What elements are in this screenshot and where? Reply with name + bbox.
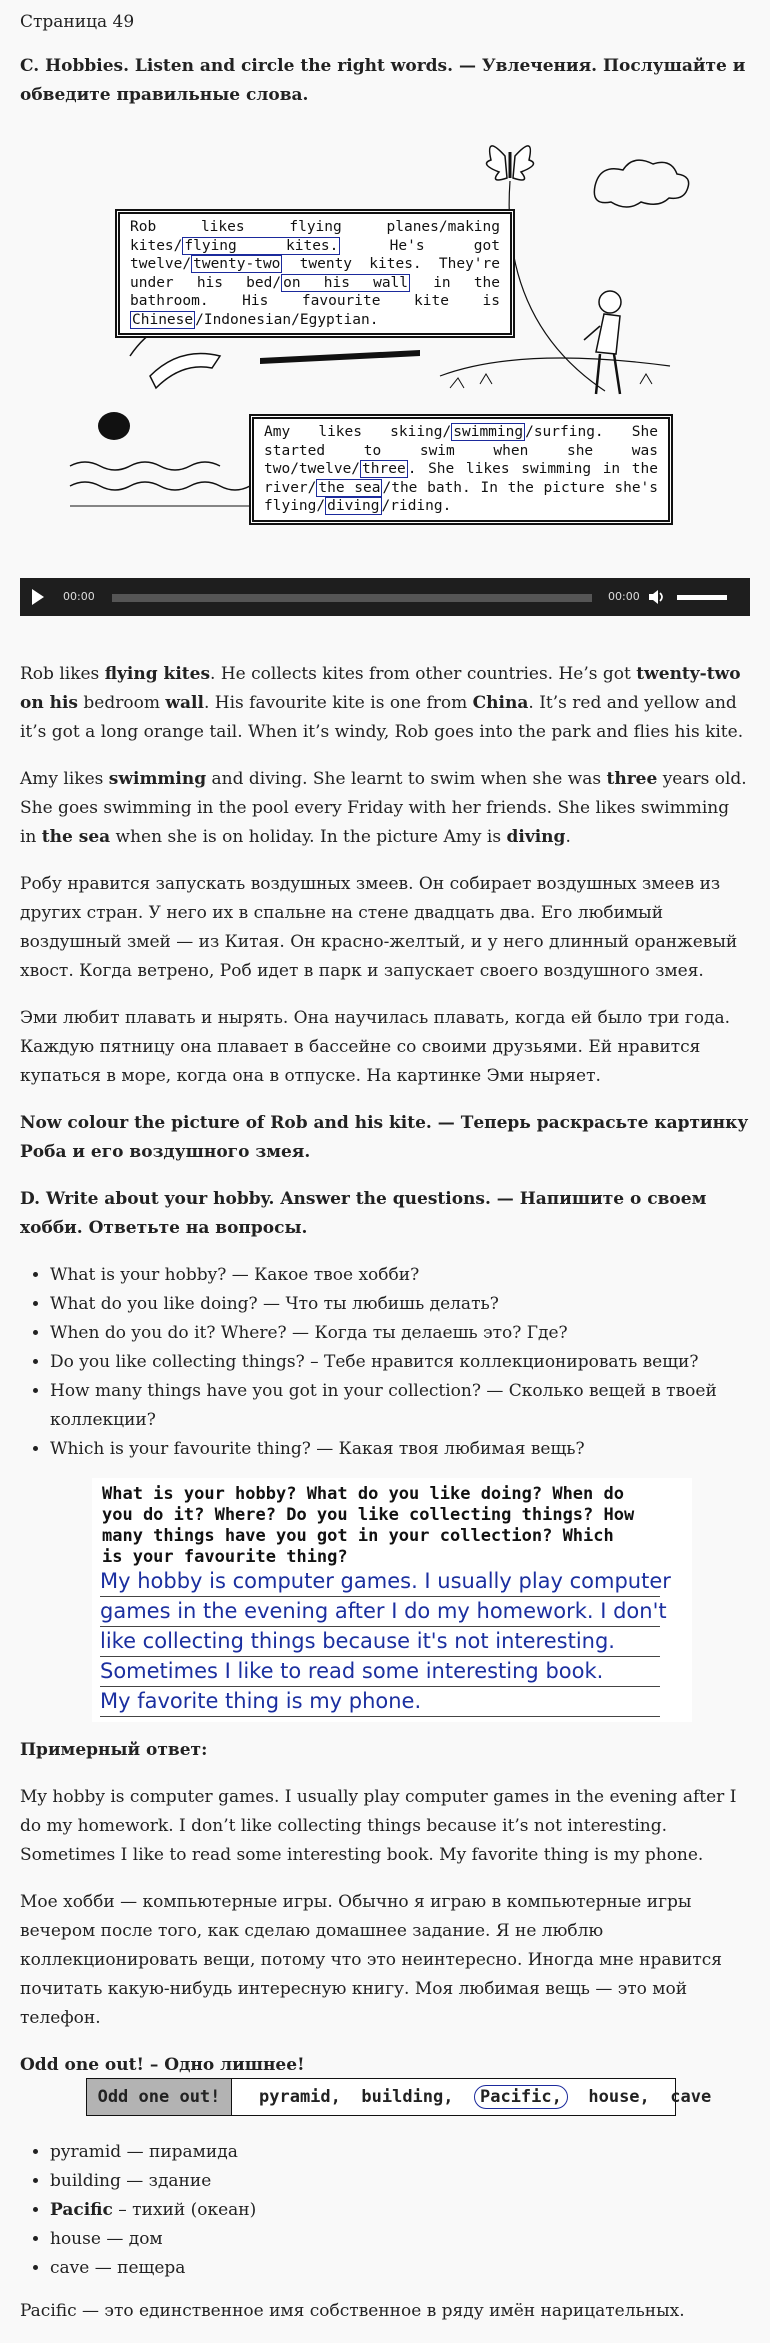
box2-text: /riding. (381, 498, 452, 514)
volume-icon[interactable] (647, 588, 665, 606)
paragraph-amy (20, 765, 750, 852)
translation: — здание (120, 2171, 212, 2191)
paragraph-rob (20, 660, 750, 747)
list-item: • What is your hobby? — Какое твое хобби? (50, 1261, 750, 1290)
translation: — пещера (89, 2258, 186, 2278)
handwritten-answer-image (92, 1478, 692, 1722)
hw-questions: What is your hobby? What do you like doing? When do you do it? Where? Do you like collecting things? How many things have you got in your collection? Which is your favourite thing? (102, 1484, 635, 1567)
odd-list (20, 2138, 750, 2283)
translation: – тихий (океан) (112, 2200, 257, 2220)
bold-text: flying kites (104, 664, 211, 684)
text-span: . He collects kites from other countries. He’s got (210, 664, 637, 684)
circled-word: Chinese (132, 311, 194, 328)
rob-text-box (118, 212, 512, 335)
circled-word: flying kites. (184, 237, 339, 254)
bold-text: wall (165, 693, 204, 713)
list-item (50, 2167, 750, 2196)
sample-section (20, 1736, 750, 2080)
circled-word: twenty-two (193, 256, 281, 272)
box1-text: twenty kites. They're under his bed/ (130, 256, 500, 291)
odd-note: Pacific — это единственное имя собственное в ряду имён нарицательных. (20, 2301, 685, 2321)
box2-text: /surfing. She started to swim when she was two/twelve/ (264, 424, 658, 477)
box1-text: in the bathroom. His favourite kite is (130, 274, 501, 309)
odd-word: building, (361, 2087, 454, 2107)
odd-heading: Odd one out! – Одно лишнее! (20, 2055, 305, 2075)
paragraph-amy-ru: Эми любит плавать и нырять. Она научилась плавать, когда ей было три года. Каждую пятницу она плавает в бассейне со своими друзьями. Ей нравится купаться в море, когда она в отпуске. На картинке Эми ныряет. (20, 1008, 730, 1086)
audio-player (20, 578, 750, 616)
circled-word: Pacific, (474, 2085, 568, 2109)
box1-text: He's got twelve/ (130, 237, 500, 272)
box2-text: /the bath. In the picture she's flying/ (264, 479, 659, 514)
odd-label: Odd one out! (87, 2079, 232, 2115)
volume-slider[interactable] (677, 595, 727, 600)
list-item (50, 2225, 750, 2254)
current-time: 00:00 (63, 590, 95, 603)
box1-text: Rob likes flying planes/making kites/ (130, 219, 500, 254)
text-span: Amy likes (20, 769, 109, 789)
exercise-illustration (20, 126, 750, 556)
text-span: and diving. She learnt to swim when she was (206, 769, 607, 789)
amy-text-box (252, 417, 670, 522)
circled-word: swimming (453, 424, 524, 440)
hw-answer-line: like collecting things because it's not interesting. (100, 1626, 660, 1657)
text-span: years old. She goes swimming in the pool every Friday with her friends. She likes swimming in (20, 769, 747, 847)
list-item (50, 2138, 750, 2167)
list-item (50, 2196, 750, 2225)
text-span: Rob likes (20, 664, 105, 684)
task-d-heading: D. Write about your hobby. Answer the questions. — Напишите о своем хобби. Ответьте на вопросы. (20, 1189, 707, 1238)
list-item: • Which is your favourite thing? — Какая твоя любимая вещь? (50, 1435, 750, 1464)
box2-text: . She likes swimming in the river/ (264, 461, 658, 496)
word: cave (50, 2258, 90, 2278)
page-content (20, 0, 750, 2321)
circled-word: diving (327, 498, 380, 514)
task-c-heading: C. Hobbies. Listen and circle the right words. — Увлечения. Послушайте и обведите правильные слова. (20, 56, 746, 105)
hw-answer-line: My favorite thing is my phone. (100, 1686, 660, 1717)
word: house (50, 2229, 101, 2249)
odd-word: pyramid, (259, 2087, 341, 2107)
bold-text: swimming (108, 769, 207, 789)
hw-answer-line: games in the evening after I do my homework. I don't (100, 1596, 660, 1627)
odd-section (20, 2138, 750, 2326)
text-span: . His favourite kite is one from (203, 693, 473, 713)
word: pyramid (50, 2142, 122, 2162)
list-item: • When do you do it? Where? — Когда ты делаешь это? Где? (50, 1319, 750, 1348)
text-span: . It’s red and yellow and it’s got a long orange tail. When it’s windy, Rob goes into the park and flies his kite. (20, 693, 744, 742)
bold-text: diving (506, 827, 566, 847)
odd-word: cave (670, 2087, 712, 2107)
list-item: • Do you like collecting things? – Тебе нравится коллекционировать вещи? (50, 1348, 750, 1377)
list-item (50, 2254, 750, 2283)
list-item: • What do you like doing? — Что ты любишь делать? (50, 1290, 750, 1319)
bold-text: the sea (41, 827, 111, 847)
circled-word: the sea (318, 479, 381, 496)
word: Pacific (50, 2200, 113, 2220)
sample-answer-en: My hobby is computer games. I usually play computer games in the evening after I do my homework. I don’t like collecting things because it’s not interesting. Sometimes I like to read some interesting book. My favorite thing is my phone. (20, 1787, 737, 1865)
circled-word: three (362, 461, 406, 477)
hw-answer-line: My hobby is computer games. I usually play computer (100, 1566, 660, 1597)
circled-word: on his wall (283, 274, 409, 291)
text-span: when she is on holiday. In the picture Amy is (110, 827, 507, 847)
questions-list (20, 1261, 750, 1464)
text-section (20, 660, 750, 1464)
translation: — пирамида (121, 2142, 238, 2162)
hw-answer-line: Sometimes I like to read some interesting book. (100, 1656, 660, 1687)
odd-one-out-table (86, 2078, 712, 2116)
word: building (50, 2171, 121, 2191)
colour-heading: Now colour the picture of Rob and his kite. — Теперь раскрасьте картинку Роба и его воздушного змея. (20, 1113, 749, 1162)
bold-text: twenty-two on his (20, 664, 741, 713)
bold-text: three (606, 769, 658, 789)
text-span: . (565, 827, 571, 847)
sample-answer-ru: Мое хобби — компьютерные игры. Обычно я играю в компьютерные игры вечером после того, как сделаю домашнее задание. Я не люблю коллекционировать вещи, потому что это неинтересно. Иногда мне нравится почитать какую-нибудь интересную книгу. Моя любимая вещь — это мой телефон. (20, 1892, 723, 2028)
play-icon[interactable] (32, 589, 44, 605)
page-label: Страница 49 (20, 12, 135, 32)
translation: — дом (100, 2229, 163, 2249)
text-span: bedroom (78, 693, 166, 713)
odd-word: house, (588, 2087, 650, 2107)
box2-text: Amy likes skiing/ (264, 424, 452, 440)
sample-heading: Примерный ответ: (20, 1740, 208, 1760)
paragraph-rob-ru: Робу нравится запускать воздушных змеев. Он собирает воздушных змеев из других стран. У него их в спальне на стене двадцать два. Его любимый воздушный змей — из Китая. Он красно-желтый, и у него длинный оранжевый хвост. Когда ветрено, Роб идет в парк и запускает своего воздушного змея. (20, 874, 738, 981)
duration: 00:00 (608, 590, 640, 603)
box1-text: /Indonesian/Egyptian. (195, 311, 379, 328)
seek-bar[interactable] (112, 594, 592, 602)
odd-words (259, 2079, 711, 2115)
list-item: • How many things have you got in your collection? — Сколько вещей в твоей коллекции? (50, 1377, 750, 1435)
bold-text: China (472, 693, 529, 713)
